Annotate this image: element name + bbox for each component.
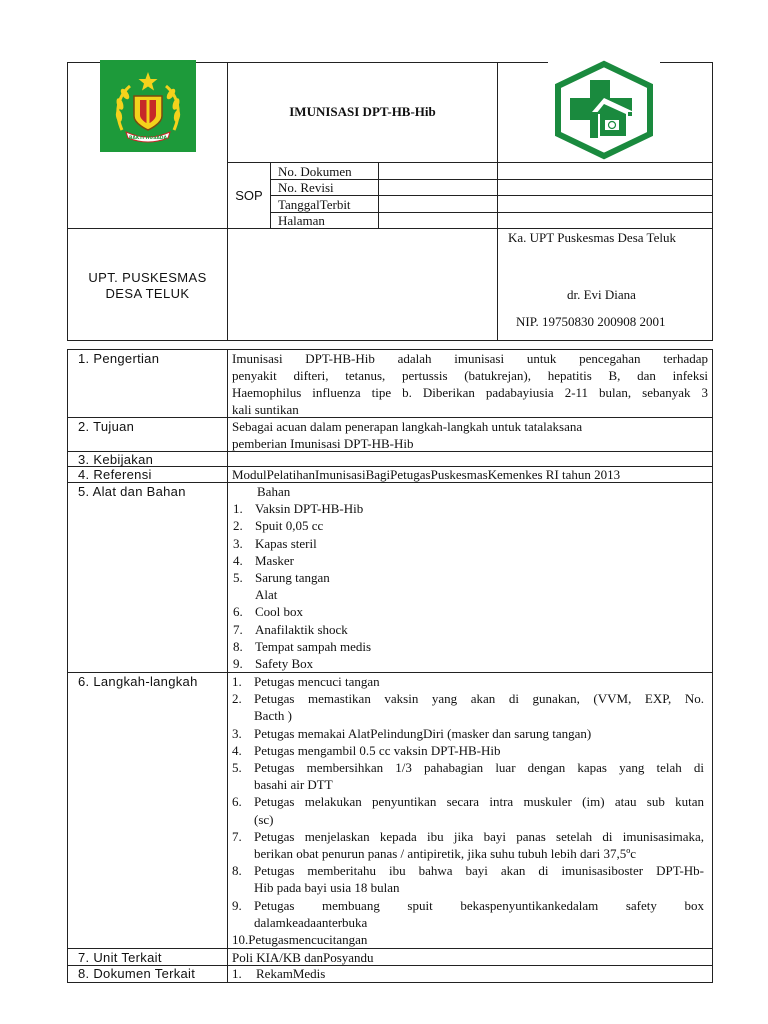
label-langkah: 6. Langkah-langkah <box>78 674 198 689</box>
pengertian-line: Haemophilus influenza tipe b. Diberikan padabayiusia 2-11 bulan, sebanyak 3 <box>232 385 708 400</box>
unit-terkait-text: Poli KIA/KB danPosyandu <box>232 950 374 965</box>
puskesmas-logo <box>548 58 660 162</box>
label-kebijakan: 3. Kebijakan <box>78 452 154 467</box>
pengertian-line: Imunisasi DPT-HB-Hib adalah imunisasi untuk pencegahan terhadap <box>232 351 708 366</box>
list-item: 8. Tempat sampah medis <box>233 638 372 654</box>
tujuan-line: pemberian Imunisasi DPT-HB-Hib <box>232 436 414 451</box>
list-item: 5. Sarung tangan <box>233 570 330 586</box>
label-referensi: 4. Referensi <box>78 467 152 482</box>
step-item: 4. Petugas mengambil 0.5 cc vaksin DPT-HB-Hib <box>232 742 501 758</box>
field-no-dokumen: No. Dokumen <box>278 164 352 179</box>
list-item: 4. Masker <box>233 552 294 568</box>
step-item: 6. Petugas melakukan penyuntikan secara intra muskuler (im) atau sub kutan (sc) <box>232 794 704 827</box>
langkah-list <box>232 673 704 948</box>
list-item: 2. Spuit 0,05 cc <box>233 518 324 534</box>
tujuan-line: Sebagai acuan dalam penerapan langkah-langkah untuk tatalaksana <box>232 419 583 434</box>
list-item: 1. Vaksin DPT-HB-Hib <box>233 501 364 517</box>
list-item: 7. Anafilaktik shock <box>233 621 348 637</box>
label-alat-bahan: 5. Alat dan Bahan <box>78 484 186 499</box>
org-name-line1: UPT. PUSKESMAS <box>88 270 207 285</box>
step-item: 3. Petugas memakai AlatPelindungDiri (masker dan sarung tangan) <box>232 725 592 741</box>
label-tujuan: 2. Tujuan <box>78 419 135 434</box>
step-item: 10. Petugasmencucitangan <box>232 932 368 948</box>
document-title: IMUNISASI DPT-HB-Hib <box>289 104 436 119</box>
step-item: 8. Petugas memberitahu ibu bahwa bayi akan di imunisasiboster DPT-Hb- Hib pada bayi usia 18 bulan <box>232 863 704 896</box>
pengertian-text <box>232 350 708 418</box>
pengertian-line: penyakit difteri, tetanus, pertussis (batukrejan), hepatitis B, dan infeksi <box>232 368 708 383</box>
pengertian-line: kali suntikan <box>232 402 299 417</box>
field-no-revisi: No. Revisi <box>278 180 334 195</box>
signer-name: dr. Evi Diana <box>567 287 636 302</box>
alat-heading: Alat <box>255 587 278 603</box>
field-tanggal-terbit: TanggalTerbit <box>278 197 351 212</box>
dokumen-terkait-item: 1. RekamMedis <box>232 966 326 981</box>
field-halaman: Halaman <box>278 213 325 228</box>
step-item: 9. Petugas membuang spuit bekaspenyuntikankedalam safety box dalamkeadaanterbuka <box>232 897 704 930</box>
list-item: 3. Kapas steril <box>233 535 317 551</box>
step-item: 1. Petugas mencuci tangan <box>232 674 380 689</box>
signer-title: Ka. UPT Puskesmas Desa Teluk <box>508 230 676 245</box>
tujuan-text <box>232 418 708 452</box>
label-pengertian: 1. Pengertian <box>78 351 160 366</box>
step-item: 5. Petugas membersihkan 1/3 pahabagian luar dengan kapas yang telah di basahi air DTT <box>232 760 704 793</box>
step-item: 7. Petugas menjelaskan kepada ibu jika bayi panas setelah di imunisasimaka, berikan obat penurun panas / antipiretik, jika suhu tubuh lebih dari 37,5ºc <box>232 828 704 862</box>
step-item: 2. Petugas memastikan vaksin yang akan di gunakan, (VVM, EXP, No. Bacth ) <box>232 691 704 724</box>
org-name-line2: DESA TELUK <box>105 286 190 301</box>
alat-bahan-list <box>233 483 703 672</box>
svg-text:BAKTI HUSADA: BAKTI HUSADA <box>128 136 168 141</box>
sop-label: SOP <box>235 188 263 203</box>
org-name <box>68 270 227 302</box>
kemenkes-logo <box>100 60 196 152</box>
list-item: 9. Safety Box <box>233 656 314 672</box>
label-dokumen-terkait: 8. Dokumen Terkait <box>78 966 196 981</box>
list-item: 6. Cool box <box>233 604 304 620</box>
referensi-text: ModulPelatihanImunisasiBagiPetugasPuskesmasKemenkes RI tahun 2013 <box>232 467 621 482</box>
bahan-heading: Bahan <box>257 484 291 499</box>
signer-nip: NIP. 19750830 200908 2001 <box>516 314 666 329</box>
label-unit-terkait: 7. Unit Terkait <box>78 950 162 965</box>
